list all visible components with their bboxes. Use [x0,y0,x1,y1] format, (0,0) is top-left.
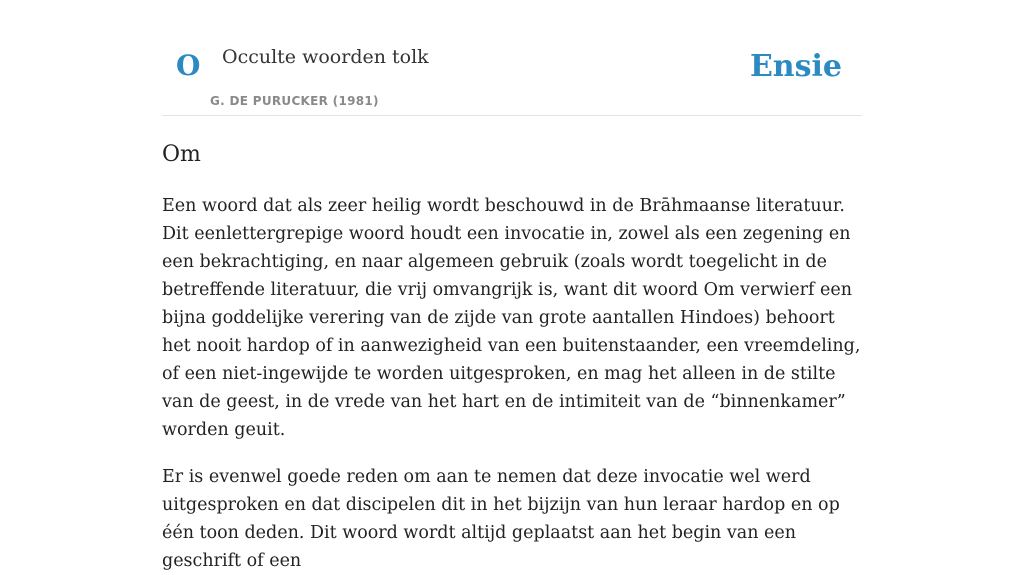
author-attribution: G. DE PURUCKER (1981) [210,94,379,108]
index-letter[interactable]: O [176,49,201,82]
entry-paragraph: Er is evenwel goede reden om aan te nemen dat deze invocatie wel werd uitgesproken en dat discipelen dit in het bijzijn van hun leraar hardop en op één toon deden. Dit woord wordt altijd geplaatst aan het begin van een geschrift of een [162,467,840,572]
entry-paragraph: Een woord dat als zeer heilig wordt beschouwd in de Brāhmaanse literatuur. Dit eenlettergrepige woord houdt een invocatie in, zowel als een zegening en een bekrachtiging, en naar algemeen gebruik (zoals wordt toegelicht in de betreffende literatuur, die vrij omvangrijk is, want dit woord Om verwierf een bijna goddelijke verering van de zijde van grote aantallen Hindoes) behoort het nooit hardop of in aanwezigheid van een buitenstaander, een vreemdeling, of een niet-ingewijde te worden uitgesproken, en mag het alleen in de stilte van de geest, in de vrede van het hart en de intimiteit van de “binnenkamer” worden geuit. [162,196,861,441]
ensie-logo-link[interactable]: Ensie [749,49,842,84]
page [162,0,862,575]
dictionary-title[interactable]: Occulte woorden tolk [222,46,429,68]
entry-term: Om [162,142,201,167]
entry-header [162,0,862,116]
